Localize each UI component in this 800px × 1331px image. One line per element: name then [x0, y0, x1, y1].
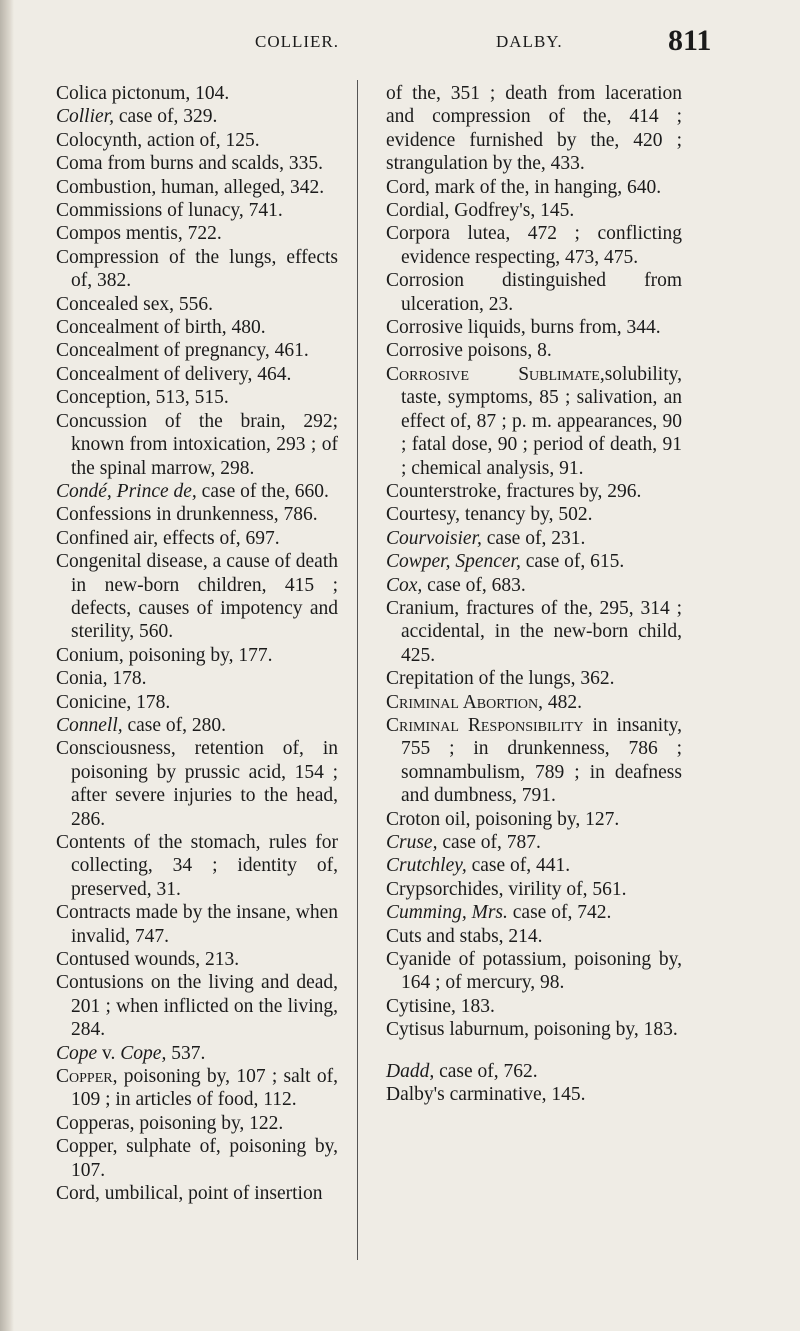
index-entry — [56, 971, 338, 1041]
entry-head: Cruse, — [386, 832, 438, 853]
entry-rest: 537. — [166, 1042, 206, 1064]
entry-head: Corrosive Sublimate, — [386, 363, 605, 385]
entry-text: Concussion of the brain, 292; known from intoxication, 293 ; of the spinal marrow, 298. — [56, 410, 338, 479]
index-entry — [56, 667, 338, 690]
index-entry — [56, 410, 338, 480]
entry-text: Counterstroke, fractures by, 296. — [386, 480, 642, 502]
entry-text: Cranium, fractures of the, 295, 314 ; accidental, in the new-born child, 425. — [386, 597, 682, 666]
entry-text: Concealed sex, 556. — [56, 293, 214, 315]
entry-text: Commissions of lunacy, 741. — [56, 200, 283, 222]
index-entry — [386, 82, 682, 176]
entry-text: Conium, poisoning by, 177. — [56, 644, 273, 666]
entry-rest: case of, 231. — [481, 527, 586, 549]
entry-rest: case of, 683. — [422, 574, 526, 596]
entry-text: Contusions on the living and dead, 201 ; when inflicted on the living, 284. — [56, 972, 338, 1041]
entry-text: Cyanide of potassium, poisoning by, 164 ; of mercury, 98. — [386, 949, 682, 994]
index-entry — [56, 129, 338, 152]
index-entry — [56, 1112, 338, 1135]
index-entry — [386, 574, 682, 597]
index-entry — [386, 1060, 682, 1083]
index-entry — [386, 948, 682, 995]
index-column-right — [386, 82, 682, 1106]
entry-text: Cordial, Godfrey's, 145. — [386, 200, 575, 222]
entry-text: Cytisine, 183. — [386, 995, 495, 1017]
index-entry — [56, 222, 338, 245]
page-spine-shadow — [0, 0, 14, 1331]
index-entry — [56, 1042, 338, 1065]
entry-rest: case of, 441. — [466, 855, 571, 877]
entry-text: Cuts and stabs, 214. — [386, 925, 543, 947]
index-entry — [56, 948, 338, 971]
entry-text: Croton oil, poisoning by, 127. — [386, 808, 620, 830]
index-entry — [386, 831, 682, 854]
entry-text: Compression of the lungs, effects of, 382. — [56, 246, 338, 292]
entry-rest: case of, 615. — [520, 551, 625, 573]
index-entry — [386, 199, 682, 222]
entry-rest: case of, 742. — [507, 902, 612, 924]
entry-text: Concealment of delivery, 464. — [56, 363, 292, 385]
entry-text: Courtesy, tenancy by, 502. — [386, 504, 593, 526]
entry-text: Copper, sulphate of, poisoning by, 107. — [56, 1136, 338, 1181]
index-entry — [56, 176, 338, 199]
entry-rest: case of, 280. — [122, 714, 227, 736]
entry-text: Coma from burns and scalds, 335. — [56, 153, 324, 175]
entry-text: Cord, umbilical, point of insertion — [56, 1183, 323, 1205]
entry-text: Colica pictonum, 104. — [56, 83, 230, 104]
index-entry — [386, 363, 682, 480]
index-entry — [386, 222, 682, 269]
entry-rest: poisoning by, 107 ; salt of, 109 ; in articles of food, 112. — [71, 1066, 338, 1111]
index-entry — [386, 316, 682, 339]
index-entry — [56, 901, 338, 948]
running-header — [0, 24, 800, 64]
entry-head: Connell, — [56, 714, 123, 736]
index-entry — [386, 901, 682, 924]
column-divider — [357, 80, 358, 1260]
entry-rest: solubility, taste, symptoms, 85 ; salivation, an effect of, 87 ; p. m. appearances, 90 ; fatal dose, 90 ; period of death, 91 ; chemical analysis, 91. — [401, 363, 682, 479]
index-entry — [56, 1065, 338, 1112]
entry-text: Confined air, effects of, 697. — [56, 527, 280, 549]
index-entry — [386, 339, 682, 362]
index-entry — [56, 339, 338, 362]
entry-text: Contracts made by the insane, when invalid, 747. — [56, 902, 338, 947]
entry-text: Corpora lutea, 472 ; conflicting evidence respecting, 473, 475. — [386, 223, 682, 268]
entry-text: Colocynth, action of, 125. — [56, 129, 260, 151]
entry-head: Cox, — [386, 574, 423, 596]
entry-text: of the, 351 ; death from laceration and compression of the, 414 ; evidence furnished by the, 420 ; strangulation by the, 433. — [386, 83, 682, 175]
index-entry — [386, 808, 682, 831]
entry-text: Combustion, human, alleged, 342. — [56, 176, 325, 198]
index-entry — [386, 714, 682, 808]
index-column-left — [56, 82, 338, 1206]
entry-head: Criminal Abortion, — [386, 691, 544, 713]
entry-text: Crepitation of the lungs, 362. — [386, 668, 615, 690]
entry-text: Concealment of pregnancy, 461. — [56, 340, 309, 362]
entry-head: Cumming, Mrs. — [386, 902, 508, 924]
entry-head: Collier, — [56, 106, 114, 128]
index-entry — [386, 667, 682, 690]
index-entry — [386, 550, 682, 573]
entry-text: Cord, mark of the, in hanging, 640. — [386, 176, 662, 198]
page-number: 811 — [668, 24, 712, 57]
entry-text: Contused wounds, 213. — [56, 949, 240, 971]
index-entry — [386, 854, 682, 877]
header-right-guide-word: DALBY. — [496, 32, 563, 51]
entry-text: Conicine, 178. — [56, 691, 171, 713]
index-entry — [386, 527, 682, 550]
entry-rest: case of the, 660. — [196, 480, 329, 502]
entry-text: Cytisus laburnum, poisoning by, 183. — [386, 1019, 678, 1041]
index-entry — [56, 550, 338, 644]
entry-head: Cowper, Spencer, — [386, 551, 521, 573]
entry-text: Copperas, poisoning by, 122. — [56, 1112, 284, 1134]
entry-rest: case of, 762. — [434, 1060, 538, 1082]
index-entry — [386, 925, 682, 948]
index-entry — [56, 246, 338, 293]
index-entry — [386, 269, 682, 316]
entry-text: Crypsorchides, virility of, 561. — [386, 878, 627, 900]
entry-text: Corrosion distinguished from ulceration, 23. — [386, 270, 682, 315]
index-entry — [386, 597, 682, 667]
entry-text: Dalby's carminative, 145. — [386, 1084, 586, 1106]
index-entry — [56, 386, 338, 409]
index-entry — [56, 831, 338, 901]
entry-head: Cope — [56, 1042, 98, 1064]
entry-head: Condé, Prince de, — [56, 480, 197, 502]
entry-rest: case of, 787. — [437, 832, 541, 853]
entry-head: Courvoisier, — [386, 527, 482, 549]
entry-text: Contents of the stomach, rules for collecting, 34 ; identity of, preserved, 31. — [56, 832, 338, 900]
entry-text: Conia, 178. — [56, 668, 147, 690]
index-entry — [56, 199, 338, 222]
index-entry — [386, 480, 682, 503]
index-entry — [386, 691, 682, 714]
index-entry — [386, 1018, 682, 1041]
entry-rest: 482. — [543, 691, 583, 713]
entry-text: Concealment of birth, 480. — [56, 317, 266, 339]
index-entry — [56, 480, 338, 503]
index-entry — [56, 644, 338, 667]
entry-rest: in insanity, 755 ; in drunkenness, 786 ; somnambulism, 789 ; in deafness and dumbness, 791. — [401, 714, 682, 807]
entry-head: Crutchley, — [386, 855, 467, 877]
section-gap — [386, 1042, 682, 1060]
index-entry — [56, 1135, 338, 1182]
index-entry — [56, 152, 338, 175]
entry-head2: Cope, — [120, 1042, 167, 1064]
entry-text: Conception, 513, 515. — [56, 387, 229, 409]
entry-text: Consciousness, retention of, in poisoning by prussic acid, 154 ; after severe injuries to the head, 286. — [56, 738, 338, 830]
index-entry — [56, 691, 338, 714]
entry-mid: v. — [97, 1042, 121, 1064]
index-entry — [386, 1083, 682, 1106]
index-entry — [386, 176, 682, 199]
entry-text: Corrosive liquids, burns from, 344. — [386, 317, 661, 339]
index-entry — [386, 878, 682, 901]
entry-text: Corrosive poisons, 8. — [386, 340, 552, 362]
index-entry — [386, 503, 682, 526]
entry-head: Criminal Responsibility — [386, 714, 584, 736]
index-entry — [56, 737, 338, 831]
entry-text: Congenital disease, a cause of death in new-born children, 415 ; defects, causes of impotency and sterility, 560. — [56, 551, 338, 643]
index-entry — [56, 363, 338, 386]
index-entry — [56, 293, 338, 316]
entry-head: Copper, — [56, 1066, 118, 1088]
entry-head: Dadd, — [386, 1060, 435, 1082]
entry-rest: case of, 329. — [113, 106, 218, 128]
header-left-guide-word: COLLIER. — [255, 32, 340, 51]
index-entry — [56, 1182, 338, 1205]
index-entry — [386, 995, 682, 1018]
entry-text: Confessions in drunkenness, 786. — [56, 504, 318, 526]
index-entry — [56, 316, 338, 339]
index-entry — [56, 105, 338, 128]
entry-text: Compos mentis, 722. — [56, 223, 222, 245]
index-entry — [56, 503, 338, 526]
index-entry — [56, 527, 338, 550]
index-entry — [56, 82, 338, 105]
index-entry — [56, 714, 338, 737]
